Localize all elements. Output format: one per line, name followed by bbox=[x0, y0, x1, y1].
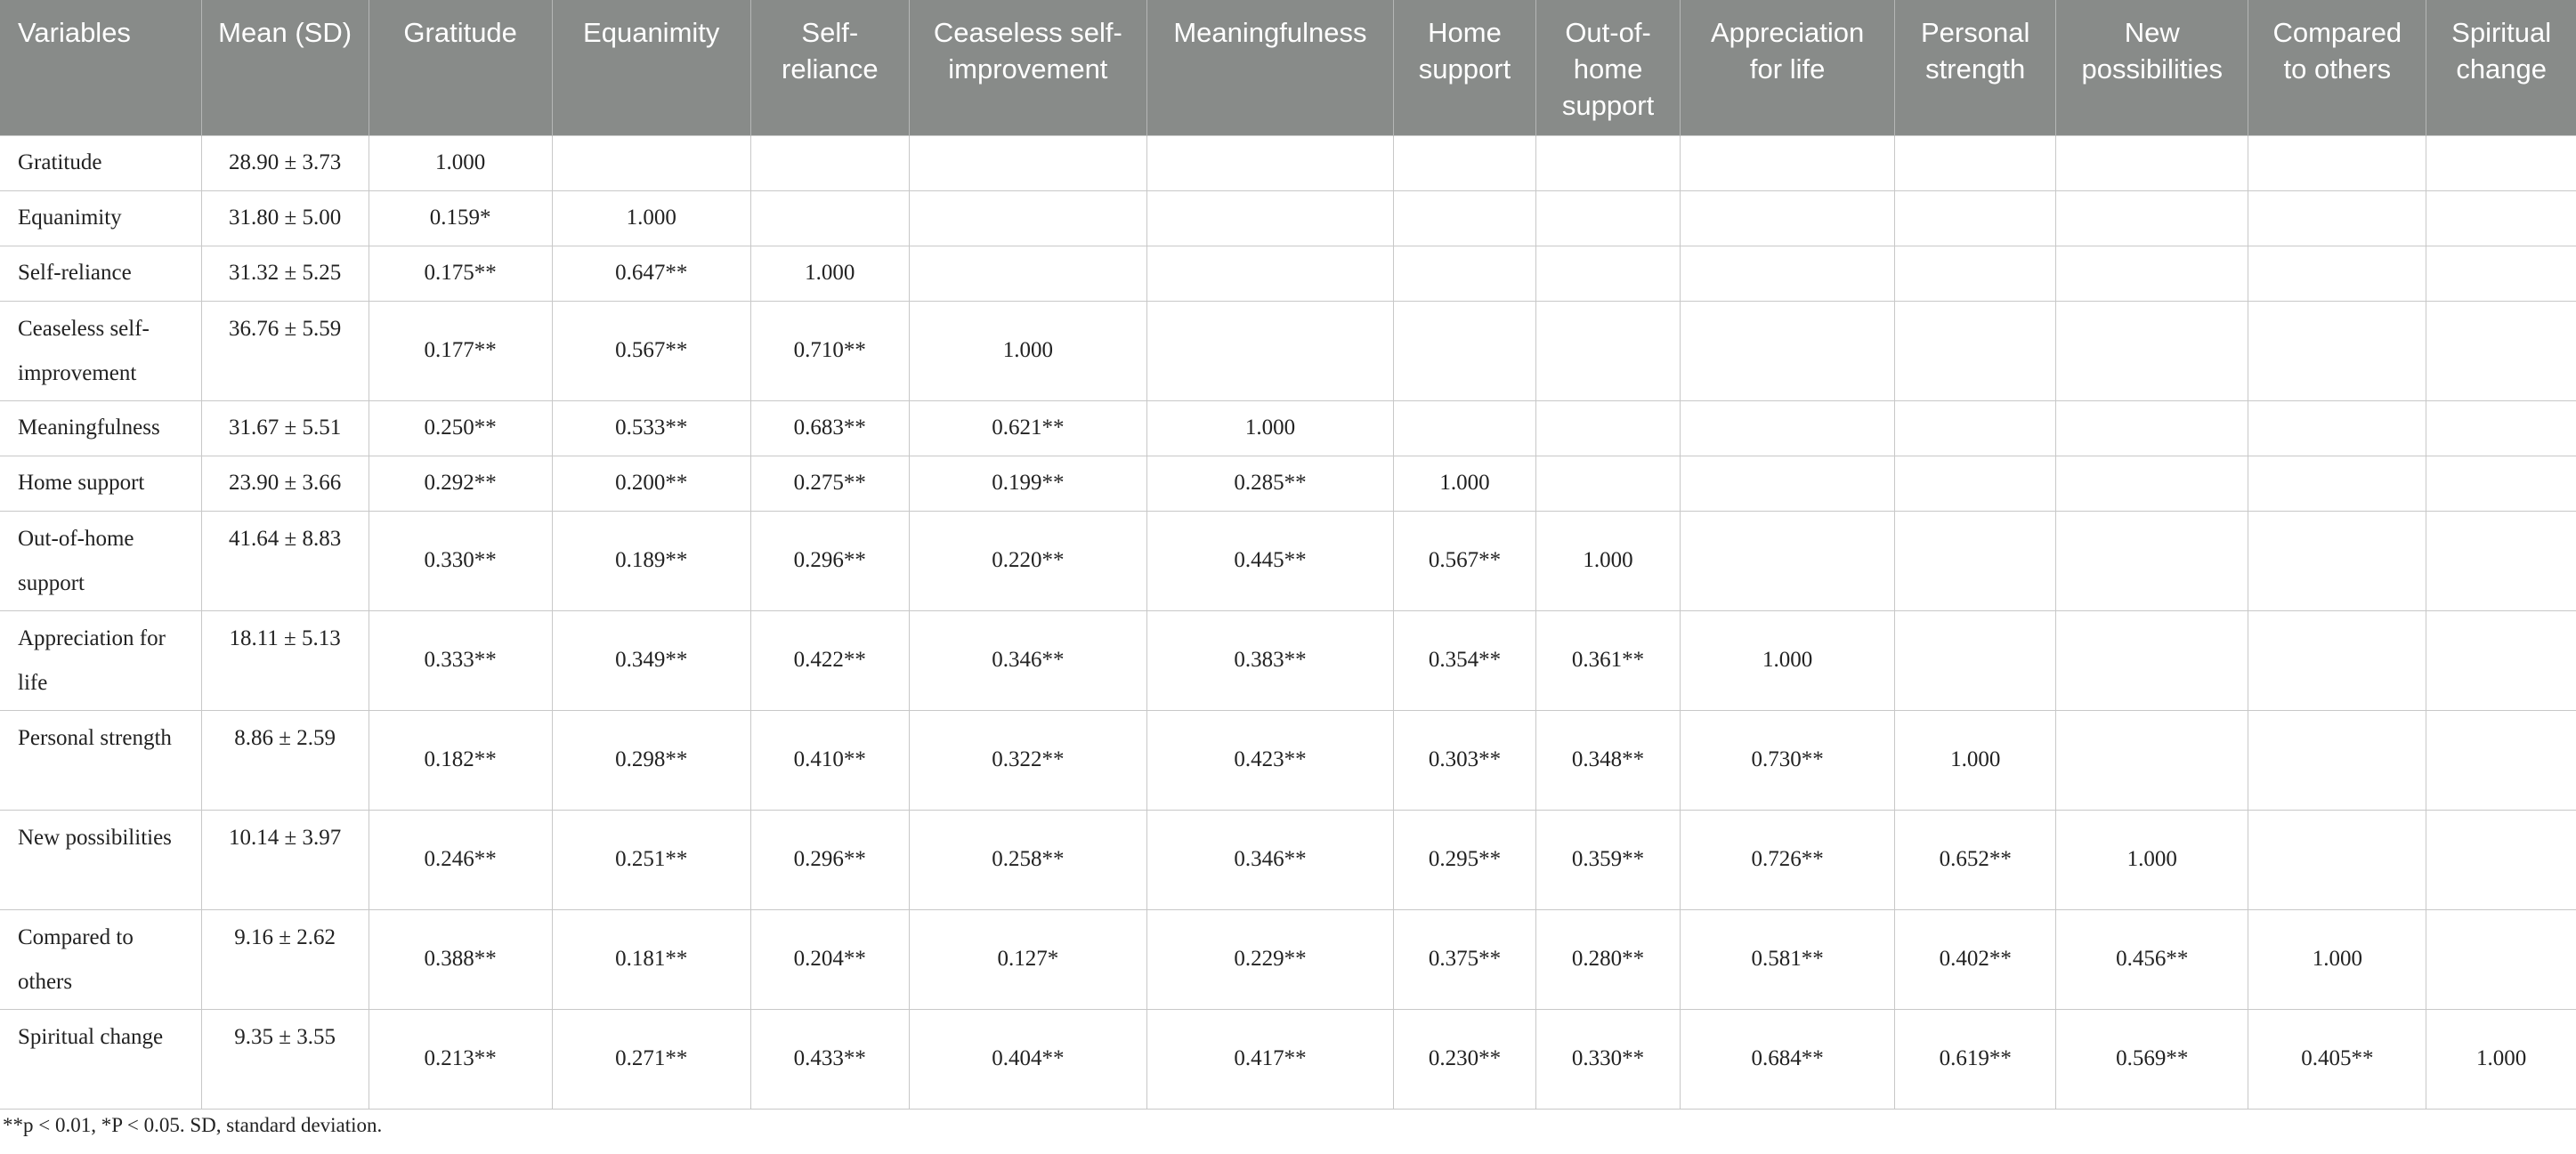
correlation-cell: 1.000 bbox=[1895, 710, 2056, 810]
header-cell: Gratitude bbox=[369, 0, 552, 135]
table-row bbox=[0, 810, 2576, 909]
table-row bbox=[0, 246, 2576, 301]
correlation-cell bbox=[1536, 135, 1681, 190]
correlation-cell: 0.213** bbox=[369, 1009, 552, 1109]
correlation-cell bbox=[1536, 190, 1681, 246]
correlation-cell bbox=[1681, 456, 1895, 511]
variable-label: Compared to others bbox=[0, 909, 201, 1009]
header-cell: Mean (SD) bbox=[201, 0, 369, 135]
correlation-cell: 0.258** bbox=[909, 810, 1146, 909]
correlation-cell: 0.271** bbox=[552, 1009, 750, 1109]
correlation-cell bbox=[2056, 135, 2248, 190]
correlation-cell: 0.383** bbox=[1146, 610, 1393, 710]
correlation-cell: 0.333** bbox=[369, 610, 552, 710]
correlation-cell: 0.433** bbox=[750, 1009, 909, 1109]
correlation-cell bbox=[750, 135, 909, 190]
correlation-cell: 0.388** bbox=[369, 909, 552, 1009]
variable-label: Home support bbox=[0, 456, 201, 511]
correlation-cell bbox=[1681, 246, 1895, 301]
variable-label: Appreciation for life bbox=[0, 610, 201, 710]
mean-sd-cell: 9.35 ± 3.55 bbox=[201, 1009, 369, 1109]
correlation-cell: 1.000 bbox=[1393, 456, 1535, 511]
correlation-cell: 0.348** bbox=[1536, 710, 1681, 810]
mean-sd-cell: 31.32 ± 5.25 bbox=[201, 246, 369, 301]
correlation-cell: 0.619** bbox=[1895, 1009, 2056, 1109]
header-cell: Meaningfulness bbox=[1146, 0, 1393, 135]
table-row bbox=[0, 400, 2576, 456]
correlation-cell: 0.404** bbox=[909, 1009, 1146, 1109]
correlation-cell bbox=[1146, 246, 1393, 301]
correlation-cell bbox=[1895, 456, 2056, 511]
correlation-cell bbox=[2056, 301, 2248, 400]
correlation-cell bbox=[1681, 135, 1895, 190]
correlation-cell: 0.330** bbox=[369, 511, 552, 610]
correlation-cell bbox=[1146, 190, 1393, 246]
correlation-cell: 1.000 bbox=[1536, 511, 1681, 610]
correlation-cell bbox=[2248, 301, 2426, 400]
correlation-cell: 0.710** bbox=[750, 301, 909, 400]
correlation-cell bbox=[1681, 400, 1895, 456]
correlation-cell: 0.303** bbox=[1393, 710, 1535, 810]
correlation-cell bbox=[2248, 710, 2426, 810]
header-cell: Spiritual change bbox=[2426, 0, 2576, 135]
correlation-cell bbox=[1895, 610, 2056, 710]
correlation-cell: 0.292** bbox=[369, 456, 552, 511]
correlation-cell: 0.349** bbox=[552, 610, 750, 710]
correlation-cell bbox=[1393, 301, 1535, 400]
correlation-cell: 0.200** bbox=[552, 456, 750, 511]
correlation-cell: 0.280** bbox=[1536, 909, 1681, 1009]
correlation-cell bbox=[2426, 301, 2576, 400]
correlation-cell: 0.181** bbox=[552, 909, 750, 1009]
correlation-cell bbox=[2426, 400, 2576, 456]
correlation-cell: 1.000 bbox=[750, 246, 909, 301]
variable-label: Self-reliance bbox=[0, 246, 201, 301]
header-cell: Out-of-home support bbox=[1536, 0, 1681, 135]
correlation-cell: 0.298** bbox=[552, 710, 750, 810]
correlation-cell: 0.423** bbox=[1146, 710, 1393, 810]
header-row bbox=[0, 0, 2576, 135]
correlation-cell bbox=[1393, 135, 1535, 190]
correlation-cell bbox=[1536, 456, 1681, 511]
correlation-cell: 0.581** bbox=[1681, 909, 1895, 1009]
correlation-cell bbox=[2248, 246, 2426, 301]
correlation-cell: 0.322** bbox=[909, 710, 1146, 810]
correlation-cell bbox=[2056, 456, 2248, 511]
correlation-cell: 0.569** bbox=[2056, 1009, 2248, 1109]
table-row bbox=[0, 1009, 2576, 1109]
correlation-cell bbox=[1895, 400, 2056, 456]
mean-sd-cell: 36.76 ± 5.59 bbox=[201, 301, 369, 400]
mean-sd-cell: 41.64 ± 8.83 bbox=[201, 511, 369, 610]
header-cell: Home support bbox=[1393, 0, 1535, 135]
correlation-cell: 0.405** bbox=[2248, 1009, 2426, 1109]
variable-label: Spiritual change bbox=[0, 1009, 201, 1109]
correlation-cell bbox=[2426, 610, 2576, 710]
mean-sd-cell: 8.86 ± 2.59 bbox=[201, 710, 369, 810]
correlation-cell: 0.275** bbox=[750, 456, 909, 511]
correlation-cell: 0.296** bbox=[750, 810, 909, 909]
correlation-cell bbox=[2426, 511, 2576, 610]
correlation-cell: 0.684** bbox=[1681, 1009, 1895, 1109]
mean-sd-cell: 10.14 ± 3.97 bbox=[201, 810, 369, 909]
correlation-cell: 0.199** bbox=[909, 456, 1146, 511]
correlation-cell: 0.621** bbox=[909, 400, 1146, 456]
correlation-cell: 0.375** bbox=[1393, 909, 1535, 1009]
header-cell: Variables bbox=[0, 0, 201, 135]
correlation-cell bbox=[2056, 710, 2248, 810]
correlation-cell: 0.647** bbox=[552, 246, 750, 301]
mean-sd-cell: 31.67 ± 5.51 bbox=[201, 400, 369, 456]
correlation-cell: 0.567** bbox=[552, 301, 750, 400]
correlation-cell: 0.204** bbox=[750, 909, 909, 1009]
table-row bbox=[0, 710, 2576, 810]
correlation-cell bbox=[1536, 301, 1681, 400]
correlation-cell: 0.730** bbox=[1681, 710, 1895, 810]
mean-sd-cell: 23.90 ± 3.66 bbox=[201, 456, 369, 511]
correlation-cell bbox=[2426, 710, 2576, 810]
correlation-cell bbox=[1393, 400, 1535, 456]
correlation-cell bbox=[2426, 190, 2576, 246]
header-cell: Self-reliance bbox=[750, 0, 909, 135]
correlation-cell: 0.361** bbox=[1536, 610, 1681, 710]
correlation-cell bbox=[2056, 610, 2248, 710]
mean-sd-cell: 31.80 ± 5.00 bbox=[201, 190, 369, 246]
header-cell: Equanimity bbox=[552, 0, 750, 135]
variable-label: Meaningfulness bbox=[0, 400, 201, 456]
correlation-cell bbox=[1895, 135, 2056, 190]
correlation-cell: 0.330** bbox=[1536, 1009, 1681, 1109]
mean-sd-cell: 18.11 ± 5.13 bbox=[201, 610, 369, 710]
correlation-cell: 0.296** bbox=[750, 511, 909, 610]
variable-label: Equanimity bbox=[0, 190, 201, 246]
table-body bbox=[0, 135, 2576, 1109]
correlation-cell bbox=[1536, 246, 1681, 301]
correlation-cell bbox=[1681, 301, 1895, 400]
table-row bbox=[0, 301, 2576, 400]
correlation-cell bbox=[2056, 511, 2248, 610]
correlation-cell: 0.533** bbox=[552, 400, 750, 456]
correlation-cell bbox=[909, 135, 1146, 190]
variable-label: New possibilities bbox=[0, 810, 201, 909]
correlation-cell: 0.410** bbox=[750, 710, 909, 810]
correlation-cell: 0.683** bbox=[750, 400, 909, 456]
correlation-cell: 0.230** bbox=[1393, 1009, 1535, 1109]
correlation-cell: 1.000 bbox=[1146, 400, 1393, 456]
correlation-cell bbox=[2426, 246, 2576, 301]
header-cell: Appreciation for life bbox=[1681, 0, 1895, 135]
correlation-cell: 0.251** bbox=[552, 810, 750, 909]
correlation-cell bbox=[2056, 400, 2248, 456]
correlation-cell bbox=[2426, 909, 2576, 1009]
variable-label: Personal strength bbox=[0, 710, 201, 810]
correlation-cell: 0.189** bbox=[552, 511, 750, 610]
correlation-cell: 0.402** bbox=[1895, 909, 2056, 1009]
correlation-cell bbox=[2248, 190, 2426, 246]
correlation-cell: 0.354** bbox=[1393, 610, 1535, 710]
table-row bbox=[0, 190, 2576, 246]
mean-sd-cell: 9.16 ± 2.62 bbox=[201, 909, 369, 1009]
correlation-cell: 0.159* bbox=[369, 190, 552, 246]
table-row bbox=[0, 610, 2576, 710]
correlation-cell bbox=[2426, 456, 2576, 511]
correlation-cell: 0.295** bbox=[1393, 810, 1535, 909]
correlation-cell: 0.652** bbox=[1895, 810, 2056, 909]
correlation-cell: 0.456** bbox=[2056, 909, 2248, 1009]
correlation-cell: 0.417** bbox=[1146, 1009, 1393, 1109]
table-row bbox=[0, 511, 2576, 610]
correlation-cell: 1.000 bbox=[1681, 610, 1895, 710]
correlation-cell bbox=[2056, 190, 2248, 246]
correlation-cell bbox=[1146, 301, 1393, 400]
correlation-cell bbox=[1681, 190, 1895, 246]
table-row bbox=[0, 456, 2576, 511]
correlation-cell bbox=[552, 135, 750, 190]
correlation-cell: 0.359** bbox=[1536, 810, 1681, 909]
correlation-cell bbox=[1895, 511, 2056, 610]
correlation-cell: 1.000 bbox=[369, 135, 552, 190]
correlation-cell bbox=[2426, 135, 2576, 190]
correlation-cell: 0.346** bbox=[1146, 810, 1393, 909]
correlation-cell bbox=[2426, 810, 2576, 909]
mean-sd-cell: 28.90 ± 3.73 bbox=[201, 135, 369, 190]
variable-label: Ceaseless self-improvement bbox=[0, 301, 201, 400]
correlation-cell bbox=[1393, 190, 1535, 246]
correlation-cell: 1.000 bbox=[2426, 1009, 2576, 1109]
header-cell: Compared to others bbox=[2248, 0, 2426, 135]
correlation-cell bbox=[2056, 246, 2248, 301]
correlation-cell: 0.246** bbox=[369, 810, 552, 909]
correlation-cell: 1.000 bbox=[909, 301, 1146, 400]
correlation-cell: 0.182** bbox=[369, 710, 552, 810]
correlation-cell: 0.346** bbox=[909, 610, 1146, 710]
correlation-cell: 1.000 bbox=[552, 190, 750, 246]
correlation-cell: 0.285** bbox=[1146, 456, 1393, 511]
correlation-cell bbox=[909, 246, 1146, 301]
table-row bbox=[0, 909, 2576, 1009]
variable-label: Gratitude bbox=[0, 135, 201, 190]
correlation-cell bbox=[2248, 400, 2426, 456]
correlation-cell: 0.175** bbox=[369, 246, 552, 301]
correlation-cell bbox=[909, 190, 1146, 246]
correlation-cell bbox=[2248, 610, 2426, 710]
correlation-cell: 0.220** bbox=[909, 511, 1146, 610]
correlation-cell: 0.445** bbox=[1146, 511, 1393, 610]
correlation-cell bbox=[1146, 135, 1393, 190]
header-cell: Personal strength bbox=[1895, 0, 2056, 135]
correlation-cell bbox=[1895, 301, 2056, 400]
correlation-cell: 0.250** bbox=[369, 400, 552, 456]
correlation-cell bbox=[1393, 246, 1535, 301]
correlation-cell: 0.567** bbox=[1393, 511, 1535, 610]
correlation-cell bbox=[750, 190, 909, 246]
correlation-cell bbox=[1895, 246, 2056, 301]
table-row bbox=[0, 135, 2576, 190]
correlation-cell: 0.177** bbox=[369, 301, 552, 400]
correlation-cell bbox=[1536, 400, 1681, 456]
correlation-cell: 0.422** bbox=[750, 610, 909, 710]
header-cell: New possibilities bbox=[2056, 0, 2248, 135]
correlation-cell: 0.127* bbox=[909, 909, 1146, 1009]
variable-label: Out-of-home support bbox=[0, 511, 201, 610]
correlation-cell bbox=[2248, 135, 2426, 190]
correlation-cell: 0.229** bbox=[1146, 909, 1393, 1009]
correlation-cell: 0.726** bbox=[1681, 810, 1895, 909]
header-cell: Ceaseless self-improvement bbox=[909, 0, 1146, 135]
correlation-cell bbox=[2248, 456, 2426, 511]
correlation-cell: 1.000 bbox=[2248, 909, 2426, 1009]
table-footnote: **p < 0.01, *P < 0.05. SD, standard deviation. bbox=[3, 1114, 383, 1136]
correlation-cell bbox=[2248, 511, 2426, 610]
correlation-cell bbox=[1681, 511, 1895, 610]
correlation-cell bbox=[1895, 190, 2056, 246]
correlation-cell bbox=[2248, 810, 2426, 909]
correlation-cell: 1.000 bbox=[2056, 810, 2248, 909]
